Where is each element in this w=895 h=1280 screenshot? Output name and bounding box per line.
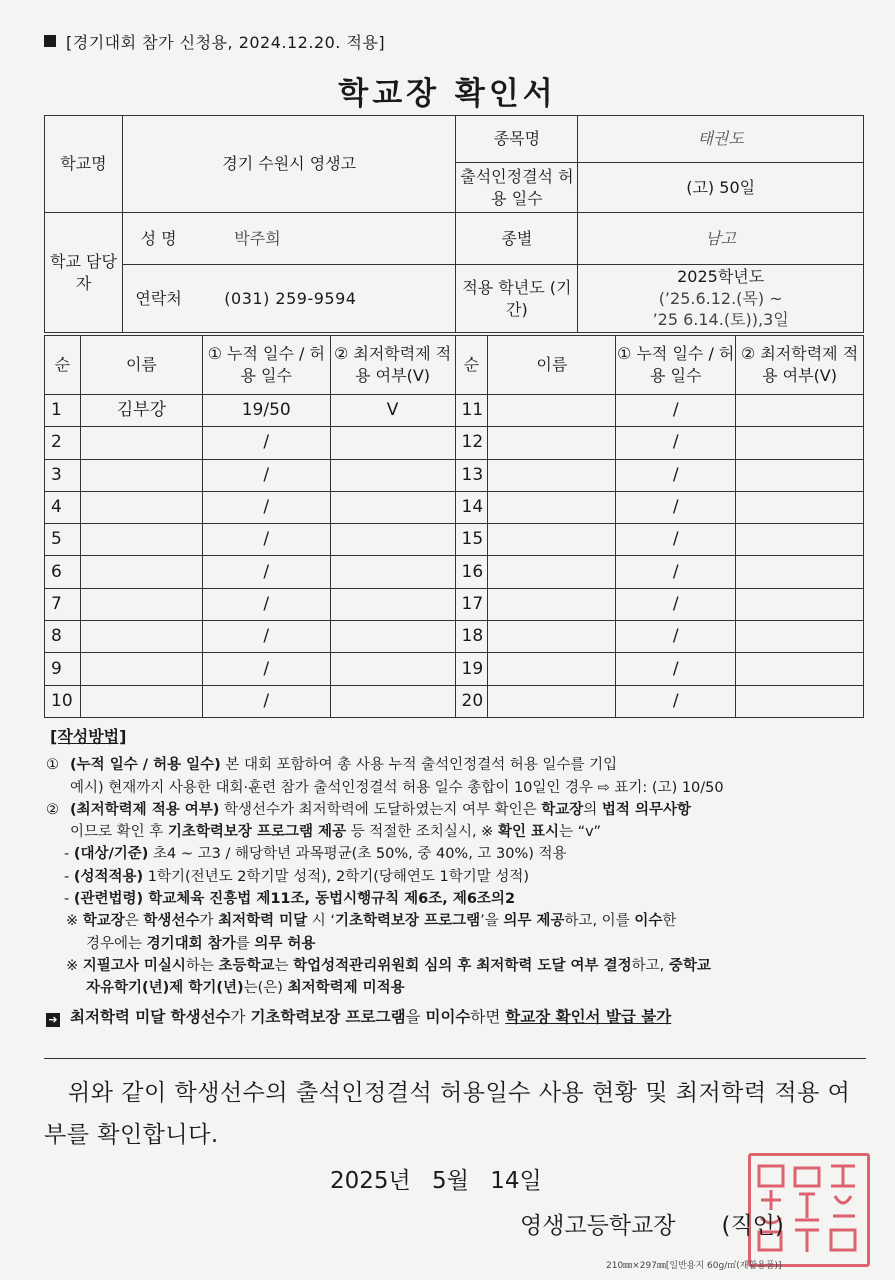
row-days-right: / [616,685,736,717]
row-name-right [488,524,616,556]
manager-name-value: 박주희 [194,213,456,265]
row-no-right: 13 [455,459,488,491]
row-no-right: 15 [455,524,488,556]
row-days-left: / [202,524,330,556]
row-days-right: / [616,524,736,556]
row-min-right [736,685,864,717]
confirmation-statement: 위와 같이 학생선수의 출석인정결석 허용일수 사용 현황 및 최저학력 적용 여부를 확인합니다. [44,1080,851,1148]
manager-label: 학교 담당자 [45,213,123,333]
law-line: - (관련법령) 학교체육 진흥법 제11조, 동법시행규칙 제6조, 제6조의2 [64,891,516,908]
year-value: 2025학년도 [677,267,765,287]
section-divider [44,1058,866,1059]
principal-title: 영생고등학교장 [520,1213,676,1239]
row-min-left [330,685,455,717]
note-2-cont: 자유학기(년)제 학기(년)는(은) 최저학력제 미적용 [86,980,405,997]
row-no-right: 14 [455,491,488,523]
square-bullet-icon [44,35,56,47]
table-row [45,621,864,653]
table-row [45,653,864,685]
header-min-left: ② 최저학력제 적용 여부(V) [330,336,455,395]
instructions-heading: [작성방법] [50,727,127,746]
row-no-left: 9 [45,653,81,685]
row-no-right: 19 [455,653,488,685]
row-no-left: 1 [45,395,81,427]
instructions-section [40,726,860,1028]
year-cell [578,265,864,333]
school-name-label: 학교명 [45,116,123,213]
row-min-left [330,524,455,556]
row-min-left [330,621,455,653]
principal-signature-line [520,1207,784,1240]
row-days-left: / [202,685,330,717]
arrow-box-icon: ➜ [46,1013,60,1027]
row-no-left: 7 [45,588,81,620]
row-name-right [488,653,616,685]
row-min-right [736,653,864,685]
row-name-right [488,621,616,653]
row-name-right [488,685,616,717]
table-row [45,395,864,427]
row-name-left [80,588,202,620]
row-name-left [80,491,202,523]
row-name-left [80,459,202,491]
row-days-right: / [616,395,736,427]
row-days-left: / [202,459,330,491]
paper-spec-footer: 210㎜×297㎜[일반용지 60g/㎡(재활용품)] [606,1261,782,1271]
row-min-right [736,395,864,427]
row-name-right [488,556,616,588]
row-name-left [80,524,202,556]
row-name-left [80,685,202,717]
row-name-right [488,588,616,620]
row-min-right [736,491,864,523]
row-days-left: 19/50 [202,395,330,427]
manager-name-label: 성 명 [122,213,194,265]
row-days-left: / [202,653,330,685]
category-value: 남고 [578,213,864,265]
row-name-left: 김부강 [80,395,202,427]
header-no-right: 순 [455,336,488,395]
row-days-right: / [616,556,736,588]
row-min-right [736,427,864,459]
row-min-left [330,588,455,620]
table-row [45,524,864,556]
note-1-cont: 경우에는 경기대회 참가를 의무 허용 [86,935,316,952]
row-days-right: / [616,459,736,491]
row-min-left [330,653,455,685]
row-name-right [488,459,616,491]
header-note-text: [경기대회 참가 신청용, 2024.12.20. 적용] [66,33,386,52]
row-days-left: / [202,556,330,588]
period-line2: ’25 6.14.(토)),3일 [652,310,789,330]
instruction-item-1: ① (누적 일수 / 허용 일수) 본 대회 포함하여 총 사용 누적 출석인정결석 허용 일수를 기입 [46,757,618,774]
header-days-right: ① 누적 일수 / 허용 일수 [616,336,736,395]
row-no-left: 5 [45,524,81,556]
header-note [44,30,385,53]
header-no-left: 순 [45,336,81,395]
table-row [45,459,864,491]
row-no-right: 16 [455,556,488,588]
row-days-right: / [616,427,736,459]
contact-value: (031) 259-9594 [194,265,456,333]
category-label: 종별 [456,213,578,265]
row-days-left: / [202,621,330,653]
row-no-left: 2 [45,427,81,459]
warning-notice: ➜ 최저학력 미달 학생선수가 기초학력보장 프로그램을 미이수하면 학교장 확인서 발급 불가 [40,1006,860,1028]
row-min-right [736,621,864,653]
row-min-right [736,588,864,620]
event-value: 태권도 [578,116,864,163]
allowed-days-value: (고) 50일 [578,163,864,213]
row-name-right [488,395,616,427]
table-row [45,556,864,588]
row-min-left [330,459,455,491]
row-name-left [80,653,202,685]
note-2: ※ 지필고사 미실시하는 초등학교는 학업성적관리위원회 심의 후 최저학력 도달 여부 결정하고, 중학교 [66,957,711,974]
period-line1: (’25.6.12.(목) ~ [658,288,783,308]
row-days-left: / [202,588,330,620]
instruction-example: 예시) 현재까지 사용한 대회·훈련 참가 출석인정결석 허용 일수 총합이 10일인 경우 ⇨ 표기: (고) 10/50 [70,779,724,796]
allowed-days-label: 출석인정결석 허용 일수 [456,163,578,213]
issue-date: 2025년 5월 14일 [330,1168,542,1194]
row-no-left: 10 [45,685,81,717]
student-table [44,335,864,718]
table-row [45,588,864,620]
row-no-right: 11 [455,395,488,427]
row-min-left [330,427,455,459]
row-days-right: / [616,491,736,523]
page-title: 학교장 확인서 [338,76,557,112]
table-row [45,427,864,459]
info-table [44,115,864,333]
row-name-left [80,621,202,653]
row-no-left: 6 [45,556,81,588]
row-no-left: 8 [45,621,81,653]
header-days-left: ① 누적 일수 / 허용 일수 [202,336,330,395]
row-min-left [330,556,455,588]
row-min-right [736,556,864,588]
row-name-right [488,427,616,459]
row-days-left: / [202,427,330,459]
header-name-left: 이름 [80,336,202,395]
row-no-left: 3 [45,459,81,491]
event-label: 종목명 [456,116,578,163]
row-name-left [80,556,202,588]
row-days-right: / [616,653,736,685]
row-min-left [330,491,455,523]
row-no-right: 18 [455,621,488,653]
table-header-row [45,336,864,395]
instruction-item-2-cont: 이므로 확인 후 기초학력보장 프로그램 제공 등 적절한 조치실시, ※ 확인 표시는 “v” [70,824,601,841]
contact-label: 연락처 [122,265,194,333]
instruction-item-2: ② (최저학력제 적용 여부) 학생선수가 최저학력에 도달하였는지 여부 확인은 학교장의 법적 의무사항 [46,801,691,818]
row-days-right: / [616,621,736,653]
row-no-left: 4 [45,491,81,523]
seal-label: (직인) [721,1213,784,1239]
row-days-left: / [202,491,330,523]
row-min-right [736,524,864,556]
row-name-right [488,491,616,523]
row-no-right: 17 [455,588,488,620]
school-name-value: 경기 수원시 영생고 [122,116,456,213]
row-days-right: / [616,588,736,620]
note-1: ※ 학교장은 학생선수가 최저학력 미달 시 ‘기초학력보장 프로그램’을 의무 제공하고, 이를 이수한 [66,913,677,930]
header-name-right: 이름 [488,336,616,395]
table-row [45,685,864,717]
row-min-right [736,459,864,491]
grade-apply-line: - (성적적용) 1학기(전년도 2학기말 성적), 2학기(당해연도 1학기말 성적) [64,868,530,885]
criteria-line: - (대상/기준) 초4 ~ 고3 / 해당학년 과목평균(초 50%, 중 40%, 고 30%) 적용 [64,846,567,863]
row-name-left [80,427,202,459]
row-no-right: 20 [455,685,488,717]
row-min-left: V [330,395,455,427]
header-min-right: ② 최저학력제 적용 여부(V) [736,336,864,395]
year-label: 적용 학년도 (기간) [456,265,578,333]
row-no-right: 12 [455,427,488,459]
table-row [45,491,864,523]
